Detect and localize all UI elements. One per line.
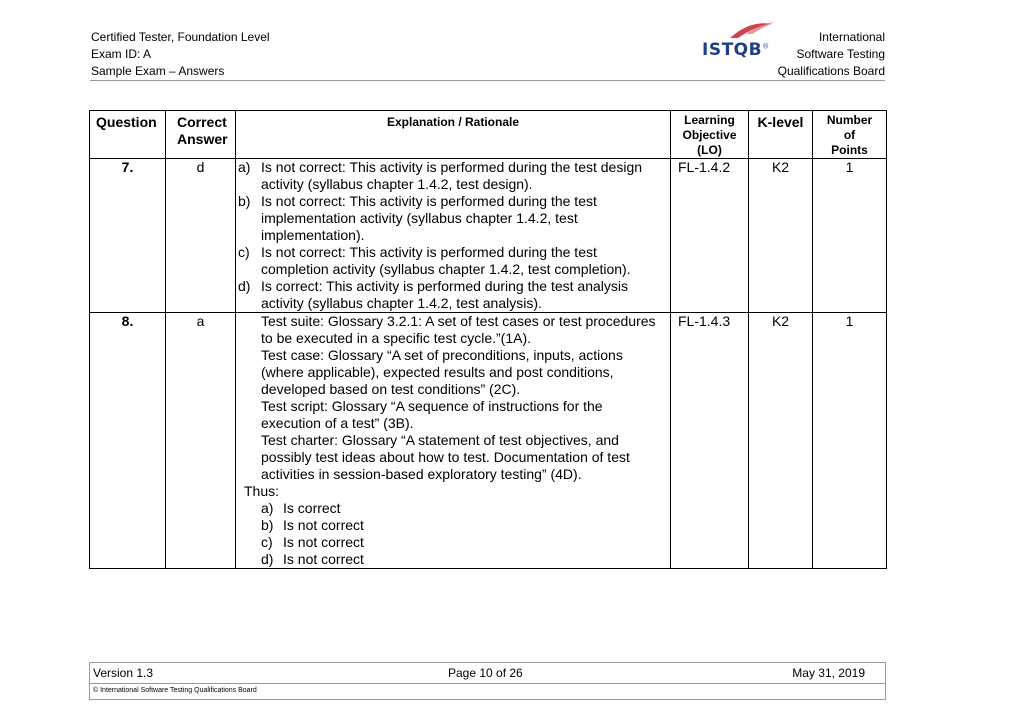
points: 1: [813, 159, 887, 313]
logo-wordmark: [702, 40, 770, 60]
header-divider: [90, 80, 885, 81]
option-letter: c): [261, 534, 273, 550]
col-header-correct-line: Correct: [177, 114, 227, 130]
option-letter: a): [238, 159, 251, 175]
option-rationale: Is not correct: This activity is performed during the test completion activity (syllabus chapter 1.4.2, test completion).: [261, 244, 631, 277]
header-left-block: [91, 29, 270, 80]
thus-item: [236, 534, 670, 551]
thus-label: Thus:: [244, 483, 280, 499]
table-header-row: [90, 111, 887, 159]
answers-table: [89, 110, 887, 569]
header-org-line-1: International: [818, 30, 885, 44]
col-header-lo-line-2: Objective: [682, 128, 737, 142]
header-doc-type: Sample Exam – Answers: [91, 64, 225, 78]
explanation-paragraph: Test suite: Glossary 3.2.1: A set of test cases or test procedures to be executed in a specific test cycle.”(1A).: [261, 313, 656, 346]
col-header-lo-line-1: Learning: [684, 113, 735, 127]
explanation-item: [236, 193, 670, 244]
explanation-item: [236, 278, 670, 312]
option-letter: b): [238, 193, 251, 209]
correct-answer: d: [166, 159, 236, 313]
footer-date: May 31, 2019: [792, 666, 865, 680]
explanation-item: [236, 244, 670, 278]
explanation-paragraph: Test case: Glossary “A set of preconditions, inputs, actions (where applicable), expected results and post conditions, developed based on test conditions” (2C).: [261, 347, 623, 397]
option-rationale: Is correct: This activity is performed during the test analysis activity (syllabus chapter 1.4.2, test analysis).: [261, 278, 628, 311]
option-letter: d): [238, 278, 251, 294]
istqb-logo: [700, 22, 780, 72]
col-header-k-level: K-level: [749, 111, 813, 159]
header-exam-id: Exam ID: A: [91, 47, 152, 61]
learning-objective: FL-1.4.2: [671, 159, 749, 313]
header-certification: Certified Tester, Foundation Level: [91, 30, 270, 44]
col-header-answer-line: Answer: [177, 131, 228, 147]
header-org-line-3: Qualifications Board: [777, 64, 885, 78]
k-level: K2: [749, 159, 813, 313]
option-verdict: Is not correct: [283, 551, 364, 567]
logo-text: ISTQB: [702, 40, 763, 60]
col-header-points-line-2: of: [843, 128, 856, 142]
col-header-explanation: Explanation / Rationale: [236, 111, 671, 159]
page-footer: [89, 662, 886, 700]
header-org-line-2: Software Testing: [796, 47, 885, 61]
footer-divider: [90, 683, 885, 684]
learning-objective: FL-1.4.3: [671, 313, 749, 569]
question-number: 7.: [90, 159, 166, 313]
option-verdict: Is correct: [283, 500, 341, 516]
explanation-cell: [236, 313, 671, 569]
points: 1: [813, 313, 887, 569]
option-letter: d): [261, 551, 274, 567]
footer-copyright: © International Software Testing Qualifications Board: [93, 687, 257, 694]
col-header-lo-line-3: (LO): [697, 143, 722, 157]
footer-version: Version 1.3: [93, 666, 154, 680]
correct-answer: a: [166, 313, 236, 569]
option-rationale: Is not correct: This activity is performed during the test implementation activity (syllabus chapter 1.4.2, test implementation).: [261, 193, 597, 243]
option-letter: c): [238, 244, 250, 260]
col-header-points: [813, 111, 887, 159]
explanation-paragraph: Test charter: Glossary “A statement of test objectives, and possibly test ideas about how to test. Documentation of test activities in session-based exploratory testing” (4D).: [261, 432, 630, 482]
option-letter: b): [261, 517, 274, 533]
col-header-correct-answer: [166, 111, 236, 159]
thus-item: [236, 500, 670, 517]
table-row: [90, 313, 887, 569]
option-verdict: Is not correct: [283, 534, 364, 550]
question-number: 8.: [90, 313, 166, 569]
page-header: [0, 0, 1024, 85]
logo-registered-mark: ®: [762, 42, 770, 51]
footer-page-number: Page 10 of 26: [448, 666, 523, 680]
col-header-points-line-1: Number: [826, 113, 873, 127]
col-header-learning-objective: [671, 111, 749, 159]
thus-item: [236, 517, 670, 534]
option-rationale: Is not correct: This activity is performed during the test design activity (syllabus chapter 1.4.2, test design).: [261, 159, 643, 192]
k-level: K2: [749, 313, 813, 569]
explanation-paragraph: Test script: Glossary “A sequence of instructions for the execution of a test” (3B).: [261, 398, 603, 431]
header-right-block: [778, 29, 885, 80]
option-letter: a): [261, 500, 274, 516]
col-header-points-line-3: Points: [831, 143, 868, 157]
explanation-item: [236, 159, 670, 193]
explanation-cell: [236, 159, 671, 313]
thus-item: [236, 551, 670, 568]
table-row: [90, 159, 887, 313]
option-verdict: Is not correct: [283, 517, 364, 533]
col-header-question: Question: [90, 111, 166, 159]
